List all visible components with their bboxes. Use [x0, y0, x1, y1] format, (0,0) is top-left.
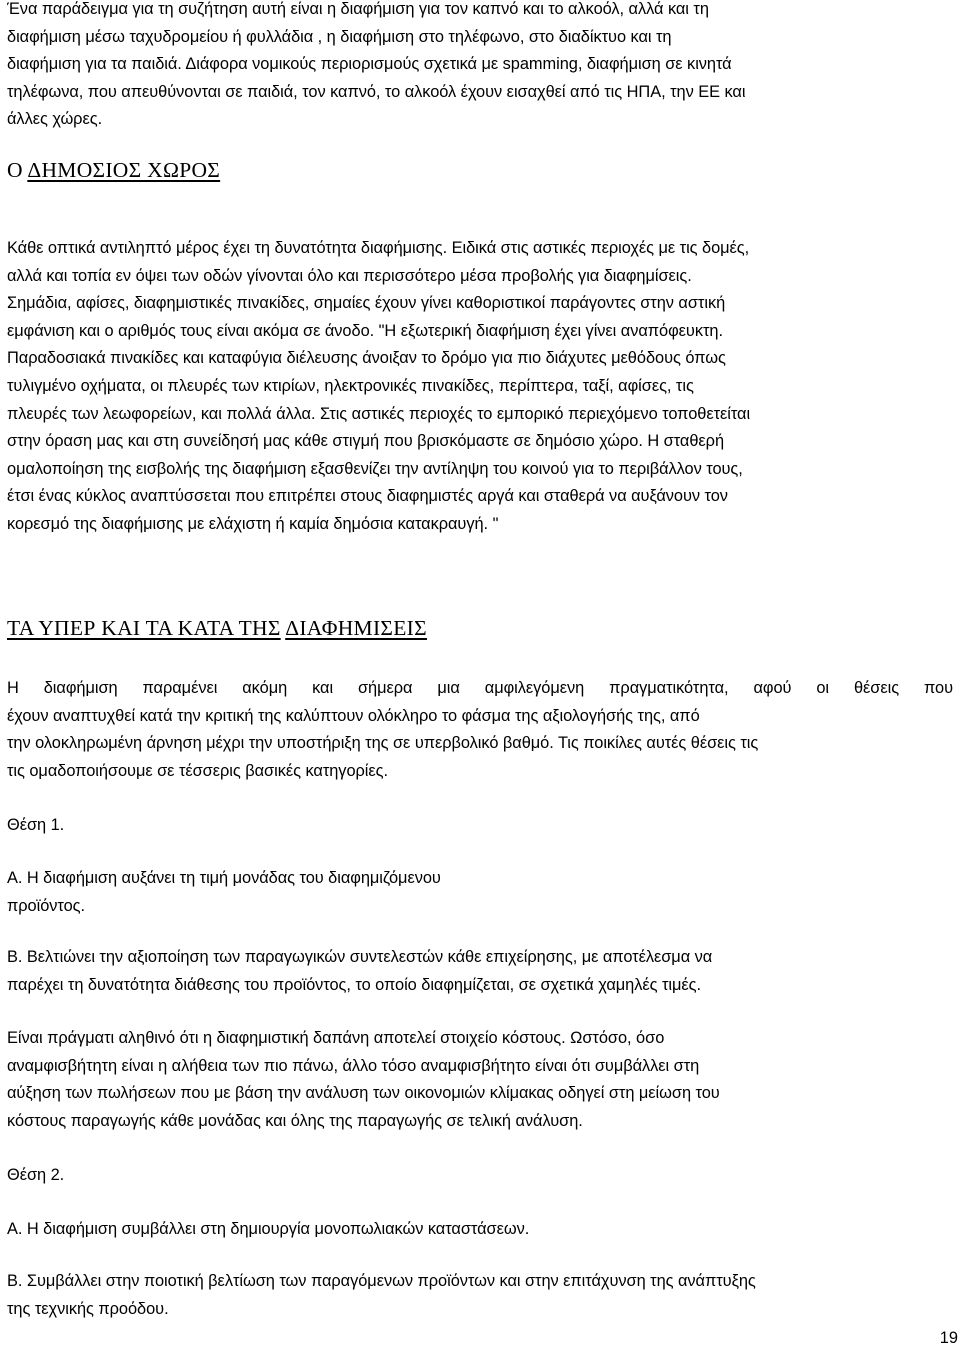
position-1-point-b: [7, 944, 953, 999]
position-2-point-b: [7, 1268, 953, 1323]
text-line: αλλά και τοπία εν όψει των οδών γίνονται όλο και περισσότερο μέσα προβολής για διαφημίσεις.: [7, 266, 692, 285]
heading-underlined: ΔΗΜΟΣΙΟΣ ΧΩΡΟΣ: [27, 158, 221, 182]
text-line: τις ομαδοποιήσουμε σε τέσσερις βασικές κατηγορίες.: [7, 761, 388, 780]
heading-underlined: ΔΙΑΦΗΜΙΣΕΙΣ: [285, 616, 427, 640]
text-line: Β. Βελτιώνει την αξιοποίηση των παραγωγικών συντελεστών κάθε επιχείρησης, με αποτέλεσμα να: [7, 948, 713, 966]
text-line: Α. Η διαφήμιση συμβάλλει στη δημιουργία μονοπωλιακών καταστάσεων.: [7, 1220, 530, 1238]
text-line: Ένα παράδειγμα για τη συζήτηση αυτή είναι η διαφήμιση για τον καπνό και το αλκοόλ, αλλά και τη: [7, 0, 709, 18]
text-line: Κάθε οπτικά αντιληπτό μέρος έχει τη δυνατότητα διαφήμισης. Ειδικά στις αστικές περιοχές με τις δομές,: [7, 239, 750, 257]
text-line: διαφήμιση μέσω ταχυδρομείου ή φυλλάδια , η διαφήμιση στο τηλέφωνο, στο διαδίκτυο και τη: [7, 27, 672, 46]
text-line: τηλέφωνα, που απευθύνονται σε παιδιά, τον καπνό, το αλκοόλ έχουν εισαχθεί από τις ΗΠΑ, την ΕΕ και: [7, 82, 746, 101]
text-line: τυλιγμένο οχήματα, οι πλευρές των κτιρίων, ηλεκτρονικές πινακίδες, περίπτερα, ταξί, αφίσες, τις: [7, 376, 694, 395]
text-line: αύξηση των πωλήσεων που με βάση την ανάλυση των οικονομιών κλίμακας οδηγεί στη μείωση του: [7, 1084, 720, 1103]
heading-prefix: Ο: [7, 158, 28, 182]
position-2-point-a: [7, 1216, 953, 1244]
text-line: Παραδοσιακά πινακίδες και καταφύγια διέλευσης άνοιξαν το δρόμο για πιο διάχυτες μεθόδους όπως: [7, 349, 726, 368]
heading-underlined: ΤΑ ΥΠΕΡ ΚΑΙ ΤΑ ΚΑΤΑ ΤΗΣ: [7, 616, 281, 640]
text-line: διαφήμιση για τα παιδιά. Διάφορα νομικούς περιορισμούς σχετικά με spamming, διαφήμιση σε κινητά: [7, 55, 732, 74]
text-line: Είναι πράγματι αληθινό ότι η διαφημιστική δαπάνη αποτελεί στοιχείο κόστους. Ωστόσο, όσο: [7, 1029, 665, 1047]
text-line: Θέση 2.: [7, 1166, 65, 1184]
position-1-title: [7, 812, 953, 840]
text-line: άλλες χώρες.: [7, 110, 103, 129]
intro-paragraph: [7, 0, 953, 134]
text-line: ομαλοποίηση της εισβολής της διαφήμιση εξασθενίζει την αντίληψη του κοινού για το περιβάλλον τους,: [7, 459, 743, 478]
text-line: κόστους παραγωγής κάθε μονάδας και όλης της παραγωγής σε τελική ανάλυση.: [7, 1111, 583, 1130]
text-line: Η διαφήμιση παραμένει ακόμη και σήμερα μια αμφιλεγόμενη πραγματικότητα, αφού οι θέσεις που: [7, 679, 953, 697]
section-heading-pros-cons: [7, 614, 427, 642]
text-line: Β. Συμβάλλει στην ποιοτική βελτίωση των παραγόμενων προϊόντων και στην επιτάχυνση της ανάπτυξης: [7, 1272, 756, 1290]
position-2-title: [7, 1162, 953, 1190]
position-1-point-a: [7, 865, 953, 920]
text-line: προϊόντος.: [7, 896, 86, 915]
text-line: κορεσμό της διαφήμισης με ελάχιστη ή καμία δημόσια κατακραυγή. ": [7, 514, 499, 533]
text-line: Α. Η διαφήμιση αυξάνει τη τιμή μονάδας του διαφημιζόμενου: [7, 869, 441, 887]
section-heading-public-space: [7, 156, 220, 184]
text-line: Σημάδια, αφίσες, διαφημιστικές πινακίδες, σημαίες έχουν γίνει καθοριστικοί παράγοντες στην αστική: [7, 294, 726, 313]
text-line: έχουν αναπτυχθεί κατά την κριτική της καλύπτουν ολόκληρο το φάσμα της αξιολογήσής της, από: [7, 706, 700, 725]
text-line: στην όραση μας και στη συνείδησή μας κάθε στιγμή που βρισκόμαστε σε δημόσιο χώρο. Η σταθερή: [7, 432, 725, 451]
text-line: έτσι ένας κύκλος αναπτύσσεται που επιτρέπει στους διαφημιστές αργά και σταθερά να αυξάνουν τον: [7, 487, 728, 506]
page-number: 19: [939, 1329, 958, 1347]
text-line: αναμφισβήτητη είναι η αλήθεια των πιο πάνω, άλλο τόσο αναμφισβήτητο είναι ότι συμβάλλει στη: [7, 1056, 700, 1075]
text-line: παρέχει τη δυνατότητα διάθεσης του προϊόντος, το οποίο διαφημίζεται, σε σχετικά χαμηλές τιμές.: [7, 975, 701, 994]
text-line: της τεχνικής προόδου.: [7, 1299, 169, 1318]
text-line: Θέση 1.: [7, 816, 65, 834]
position-1-commentary: [7, 1025, 953, 1135]
text-line: την ολοκληρωμένη άρνηση μέχρι την υποστήριξη της σε υπερβολικό βαθμό. Τις ποικίλες αυτές θέσεις τις: [7, 734, 759, 753]
public-space-paragraph: [7, 235, 953, 539]
pros-cons-intro-paragraph: [7, 675, 953, 785]
text-line: πλευρές των λεωφορείων, και πολλά άλλα. Στις αστικές περιοχές το εμπορικό περιεχόμενο τοποθετείται: [7, 404, 751, 423]
text-line: εμφάνιση και ο αριθμός τους είναι ακόμα σε άνοδο. "Η εξωτερική διαφήμιση έχει γίνει αναπόφευκτη.: [7, 321, 723, 340]
